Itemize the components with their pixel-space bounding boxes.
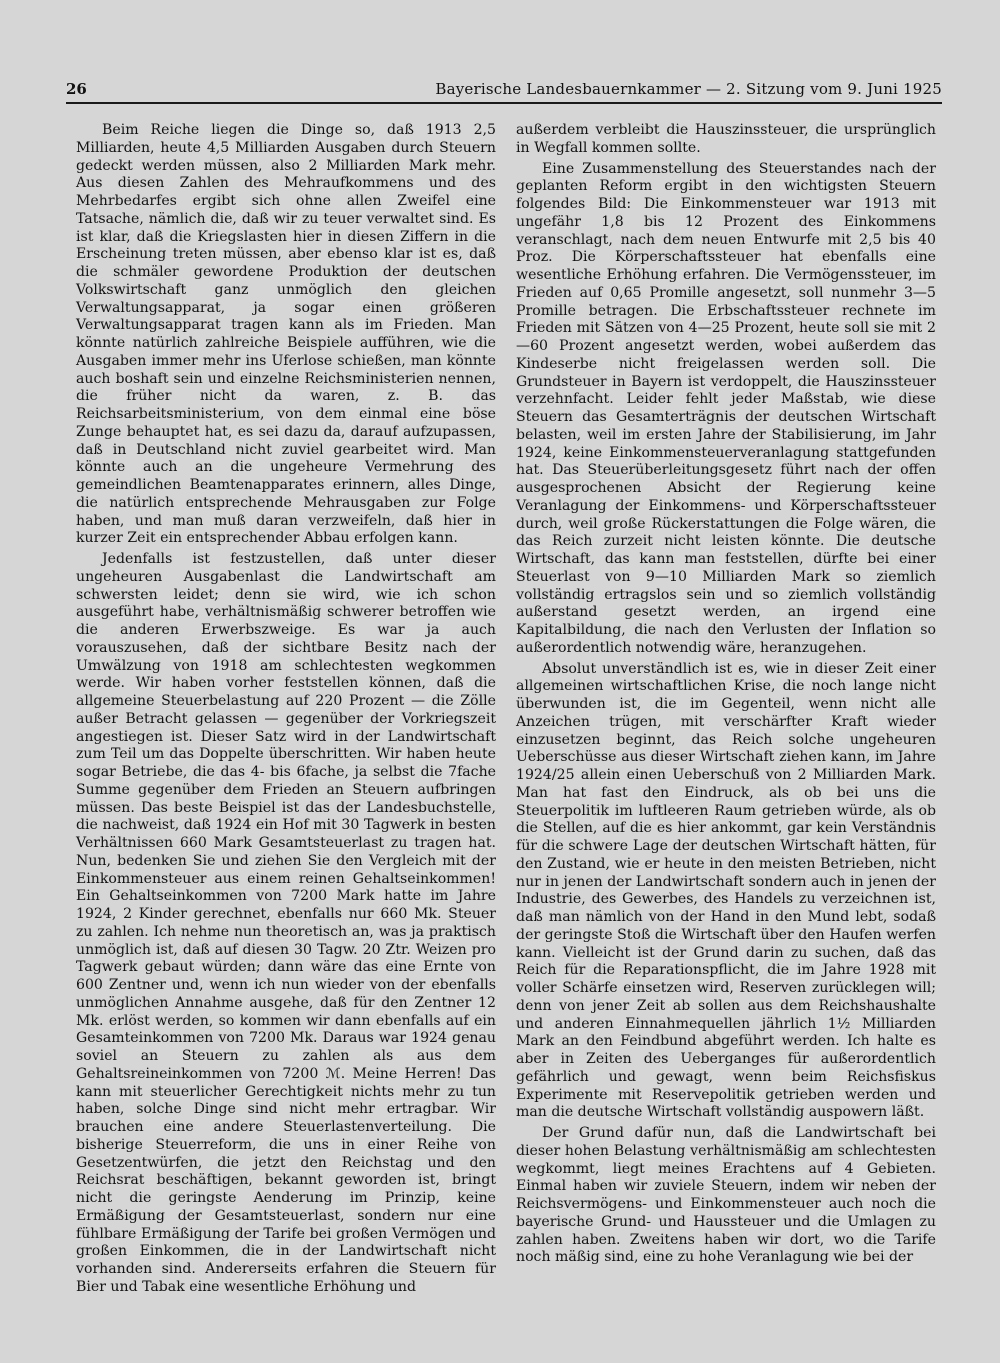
running-title: Bayerische Landesbauernkammer — 2. Sitzung vom 9. Juni 1925 [435, 80, 942, 98]
page-header [66, 80, 942, 104]
paragraph: Absolut unverständlich ist es, wie in dieser Zeit einer allgemeinen wirtschaftlichen Krise, die noch lange nicht überwunden ist, die im Gegenteil, wenn nicht alle Anzeichen trügen, mit verschärfter Kraft wieder einzusetzen beginnt, das Reich solche ungeheuren Ueberschüsse aus dieser Wirtschaft ziehen kann, im Jahre 1924/25 allein einen Ueberschuß von 2 Milliarden Mark. Man hat fast den Eindruck, als ob bei uns die Steuerpolitik im luftleeren Raum getrieben würde, als ob die Stellen, auf die es hier ankommt, gar kein Verständnis für die schwere Lage der deutschen Wirtschaft hätten, für den Zustand, wie er heute in den meisten Betrieben, nicht nur in jenen der Landwirtschaft sondern auch in jenen der Industrie, des Gewerbes, des Handels zu verzeichnen ist, daß man nämlich von der Hand in den Mund lebt, sodaß der geringste Stoß die Wirtschaft über den Haufen werfen kann. Vielleicht ist der Grund darin zu suchen, daß das Reich für die Reparationspflicht, die im Jahre 1928 mit voller Schärfe einsetzen wird, Reserven zurücklegen will; denn von jener Zeit ab sollen aus dem Reichshaushalte und anderen Einnahmequellen jährlich 1½ Milliarden Mark an den Feindbund abgeführt werden. Ich halte es aber in Zeiten des Ueberganges für außerordentlich gefährlich und gewagt, wenn beim Reichsfiskus Experimente mit Reservepolitik getrieben werden und man die deutsche Wirtschaft vollständig auspowern läßt. [516, 660, 936, 1121]
page-number: 26 [66, 80, 87, 98]
paragraph: Eine Zusammenstellung des Steuerstandes nach der geplanten Reform ergibt in den wichtigsten Steuern folgendes Bild: Die Einkommensteuer war 1913 mit ungefähr 1,8 bis 12 Prozent des Einkommens veranschlagt, nach dem neuen Entwurfe mit 2,5 bis 40 Proz. Die Körperschaftssteuer hat ebenfalls eine wesentliche Erhöhung erfahren. Die Vermögenssteuer, im Frieden auf 0,65 Promille angesetzt, soll nunmehr 3—5 Promille betragen. Die Erbschaftssteuer rechnete im Frieden mit Sätzen von 4—25 Prozent, heute soll sie mit 2—60 Prozent angesetzt werden, wobei außerdem das Kindeserbe nicht freigelassen werden soll. Die Grundsteuer in Bayern ist verdoppelt, die Hauszinssteuer verzehnfacht. Leider fehlt jeder Maßstab, wie diese Steuern das Gesamterträgnis der deutschen Wirtschaft belasten, weil im ersten Jahre der Stabilisierung, im Jahr 1924, keine Einkommensteuerveranlagung stattgefunden hat. Das Steuerüberleitungsgesetz führt nach der offen ausgesprochenen Absicht der Regierung keine Veranlagung der Einkommens- und Körperschaftssteuer durch, weil große Rückerstattungen die Folge wären, die das Reich zurzeit nicht leisten könnte. Die deutsche Wirtschaft, das kann man feststellen, dürfte bei einer Steuerlast von 9—10 Milliarden Mark so ziemlich vollständig ertragslos sein und so ziemlich vollständig außerstand gesetzt werden, an irgend eine Kapitalbildung, die nach den Verlusten der Inflation so außerordentlich notwendig wäre, heranzugehen. [516, 160, 936, 656]
right-column [516, 122, 936, 1267]
paragraph: außerdem verbleibt die Hauszinssteuer, die ursprünglich in Wegfall kommen sollte. [516, 122, 936, 156]
left-column [76, 122, 496, 1297]
paragraph: Jedenfalls ist festzustellen, daß unter dieser ungeheuren Ausgabenlast die Landwirtschaft am schwersten leidet; denn sie wird, wie ich schon ausgeführt habe, verhältnismäßig schwerer betroffen wie die anderen Erwerbszweige. Es war ja auch vorauszusehen, daß der sichtbare Besitz nach der Umwälzung von 1918 am schlechtesten wegkommen werde. Wir haben vorher feststellen können, daß die allgemeine Steuerbelastung auf 220 Prozent — die Zölle außer Betracht gelassen — gegenüber der Vorkriegszeit angestiegen ist. Dieser Satz wird in der Landwirtschaft zum Teil um das Doppelte überschritten. Wir haben heute sogar Betriebe, die das 4- bis 6fache, ja selbst die 7fache Summe gegenüber dem Frieden an Steuern aufbringen müssen. Das beste Beispiel ist das der Landesbuchstelle, die nachweist, daß 1924 ein Hof mit 30 Tagwerk in besten Verhältnissen 660 Mark Gesamtsteuerlast zu tragen hat. Nun, bedenken Sie und ziehen Sie den Vergleich mit der Einkommensteuer aus einem reinen Gehaltseinkommen! Ein Gehaltseinkommen von 7200 Mark hatte im Jahre 1924, 2 Kinder gerechnet, ebenfalls nur 660 Mk. Steuer zu zahlen. Ich nehme nun theoretisch an, was ja praktisch unmöglich ist, daß auf diesen 30 Tagw. 20 Ztr. Weizen pro Tagwerk gebaut würden; dann wäre das eine Ernte von 600 Zentner und, wenn ich nun wieder von der ebenfalls unmöglichen Annahme ausgehe, daß für den Zentner 12 Mk. erlöst werden, so kommen wir dann ebenfalls auf ein Gesamteinkommen von 7200 Mk. Daraus war 1924 genau soviel an Steuern zu zahlen als aus dem Gehaltsreineinkommen von 7200 ℳ. Meine Herren! Das kann mit steuerlicher Gerechtigkeit nichts mehr zu tun haben, solche Dinge sind nicht mehr ertragbar. Wir brauchen eine andere Steuerlastenverteilung. Die bisherige Steuerreform, die uns in einer Reihe von Gesetzentwürfen, die jetzt den Reichstag und den Reichsrat beschäftigen, bekannt geworden ist, bringt nicht die geringste Aenderung im Prinzip, keine Ermäßigung der Gesamtsteuerlast, sondern nur eine fühlbare Ermäßigung der Tarife bei großen Vermögen und großen Einkommen, die in der Landwirtschaft nicht vorhanden sind. Andererseits erfahren die Steuern für Bier und Tabak eine wesentliche Erhöhung und [76, 551, 496, 1295]
paragraph: Der Grund dafür nun, daß die Landwirtschaft bei dieser hohen Belastung verhältnismäßig am schlechtesten wegkommt, liegt meines Erachtens auf 4 Gebieten. Einmal haben wir zuviele Steuern, indem wir neben der Reichsvermögens- und Einkommensteuer auch noch die bayerische Grund- und Haussteuer und die Umlagen zu zahlen haben. Zweitens haben wir dort, wo die Tarife noch mäßig sind, eine zu hohe Veranlagung wie bei der [516, 1125, 936, 1266]
paragraph: Beim Reiche liegen die Dinge so, daß 1913 2,5 Milliarden, heute 4,5 Milliarden Ausgaben durch Steuern gedeckt werden müssen, also 2 Milliarden Mark mehr. Aus diesen Zahlen des Mehraufkommens und des Mehrbedarfes ergibt sich ohne allen Zweifel eine Tatsache, nämlich die, daß wir zu teuer verwaltet sind. Es ist klar, daß die Kriegslasten hier in diesen Ziffern in die Erscheinung treten müssen, aber ebenso klar ist es, daß die schmäler gewordene Produktion der deutschen Volkswirtschaft ganz unmöglich den gleichen Verwaltungsapparat, ja sogar einen größeren Verwaltungsapparat tragen kann als im Frieden. Man könnte natürlich zahlreiche Beispiele aufführen, wie die Ausgaben immer mehr ins Uferlose schießen, man könnte auch boshaft sein und einzelne Reichsministerien nennen, die früher nicht da waren, z. B. das Reichsarbeitsministerium, von dem einmal eine böse Zunge behauptet hat, es sei dazu da, darauf aufzupassen, daß in Deutschland nicht zuviel gearbeitet wird. Man könnte auch an die ungeheure Vermehrung des gemeindlichen Beamtenapparates erinnern, alles Dinge, die natürlich entsprechende Mehrausgaben zur Folge haben, und man muß daran verzweifeln, daß hier in kurzer Zeit ein entsprechender Abbau erfolgen kann. [76, 122, 496, 547]
